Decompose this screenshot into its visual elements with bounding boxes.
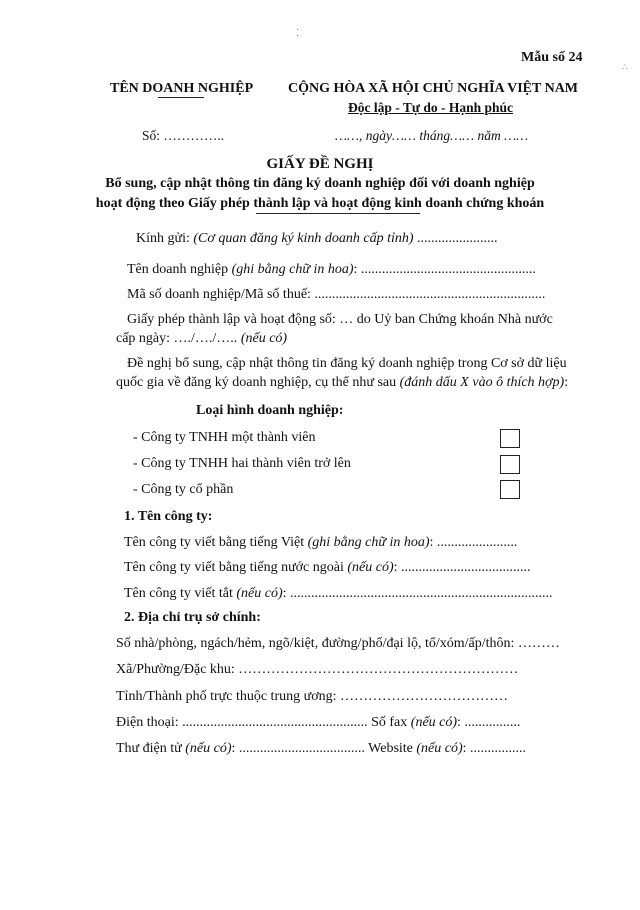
- license-line1: Giấy phép thành lập và hoạt động số: … do Uỷ ban Chứng khoán Nhà nước: [127, 312, 553, 327]
- document-number: Số: …………..: [142, 128, 225, 143]
- company-name-underline: [158, 97, 204, 98]
- country-title: CỘNG HÒA XÃ HỘI CHỦ NGHĨA VIỆT NAM: [288, 81, 579, 96]
- company-name-placeholder: TÊN DOANH NGHIỆP: [110, 81, 254, 96]
- ward-field[interactable]: Xã/Phường/Đặc khu: ……………………………………………………: [116, 662, 519, 677]
- tax-code-field[interactable]: Mã số doanh nghiệp/Mã số thuế: ..................................................................: [127, 287, 546, 302]
- company-name-vn-field[interactable]: Tên công ty viết bằng tiếng Việt (ghi bằng chữ in hoa): .......................: [124, 535, 518, 550]
- scan-speck-right: ∴: [622, 62, 628, 72]
- addressee-line: Kính gửi: (Cơ quan đăng ký kinh doanh cấp tỉnh) .......................: [136, 231, 498, 246]
- section1-heading: 1. Tên công ty:: [124, 509, 213, 524]
- document-title: GIẤY ĐỀ NGHỊ: [266, 156, 374, 172]
- option-single-member-llc: - Công ty TNHH một thành viên: [133, 430, 316, 445]
- company-name-field[interactable]: Tên doanh nghiệp (ghi bằng chữ in hoa): ..................................................: [127, 262, 536, 277]
- date-line: ……, ngày…… tháng…… năm ……: [335, 128, 529, 143]
- email-website-line[interactable]: Thư điện tử (nếu có): .................................... Website (nếu có): ................: [116, 741, 527, 756]
- company-name-foreign-field[interactable]: Tên công ty viết bằng tiếng nước ngoài (nếu có): .....................................: [124, 560, 531, 575]
- section2-heading: 2. Địa chỉ trụ sở chính:: [124, 610, 261, 625]
- motto: Độc lập - Tự do - Hạnh phúc: [348, 100, 514, 115]
- province-field[interactable]: Tỉnh/Thành phố trực thuộc trung ương: ………………………………: [116, 689, 508, 704]
- checkbox-single-member-llc[interactable]: [500, 429, 520, 448]
- request-line1: Đề nghị bổ sung, cập nhật thông tin đăng ký doanh nghiệp trong Cơ sở dữ liệu: [127, 356, 567, 371]
- street-address-field[interactable]: Số nhà/phòng, ngách/hẻm, ngõ/kiệt, đường/phố/đại lộ, tổ/xóm/ấp/thôn: ………: [116, 636, 560, 651]
- phone-field: Điện thoại: .....................................................: [116, 715, 372, 730]
- document-subtitle-line1: Bổ sung, cập nhật thông tin đăng ký doanh nghiệp đối với doanh nghiệp: [105, 176, 535, 191]
- subtitle-underline: [256, 213, 420, 214]
- request-line2: quốc gia về đăng ký doanh nghiệp, cụ thể như sau (đánh dấu X vào ô thích hợp):: [116, 375, 569, 390]
- license-line2[interactable]: cấp ngày: …./…./….. (nếu có): [116, 331, 288, 346]
- checkbox-multi-member-llc[interactable]: [500, 455, 520, 474]
- option-multi-member-llc: - Công ty TNHH hai thành viên trở lên: [133, 456, 351, 471]
- checkbox-joint-stock[interactable]: [500, 480, 520, 499]
- company-name-short-field[interactable]: Tên công ty viết tắt (nếu có): ...........................................................................: [124, 586, 553, 601]
- business-type-heading: Loại hình doanh nghiệp:: [196, 403, 344, 418]
- phone-fax-line[interactable]: Điện thoại: ..................................................... Số fax (nếu có): ................: [116, 715, 521, 730]
- option-joint-stock: - Công ty cổ phần: [133, 482, 234, 497]
- scan-speck-top: ⁚: [296, 28, 300, 39]
- document-subtitle-line2: hoạt động theo Giấy phép thành lập và hoạt động kinh doanh chứng khoán: [95, 196, 545, 211]
- form-number: Mẫu số 24: [521, 50, 583, 65]
